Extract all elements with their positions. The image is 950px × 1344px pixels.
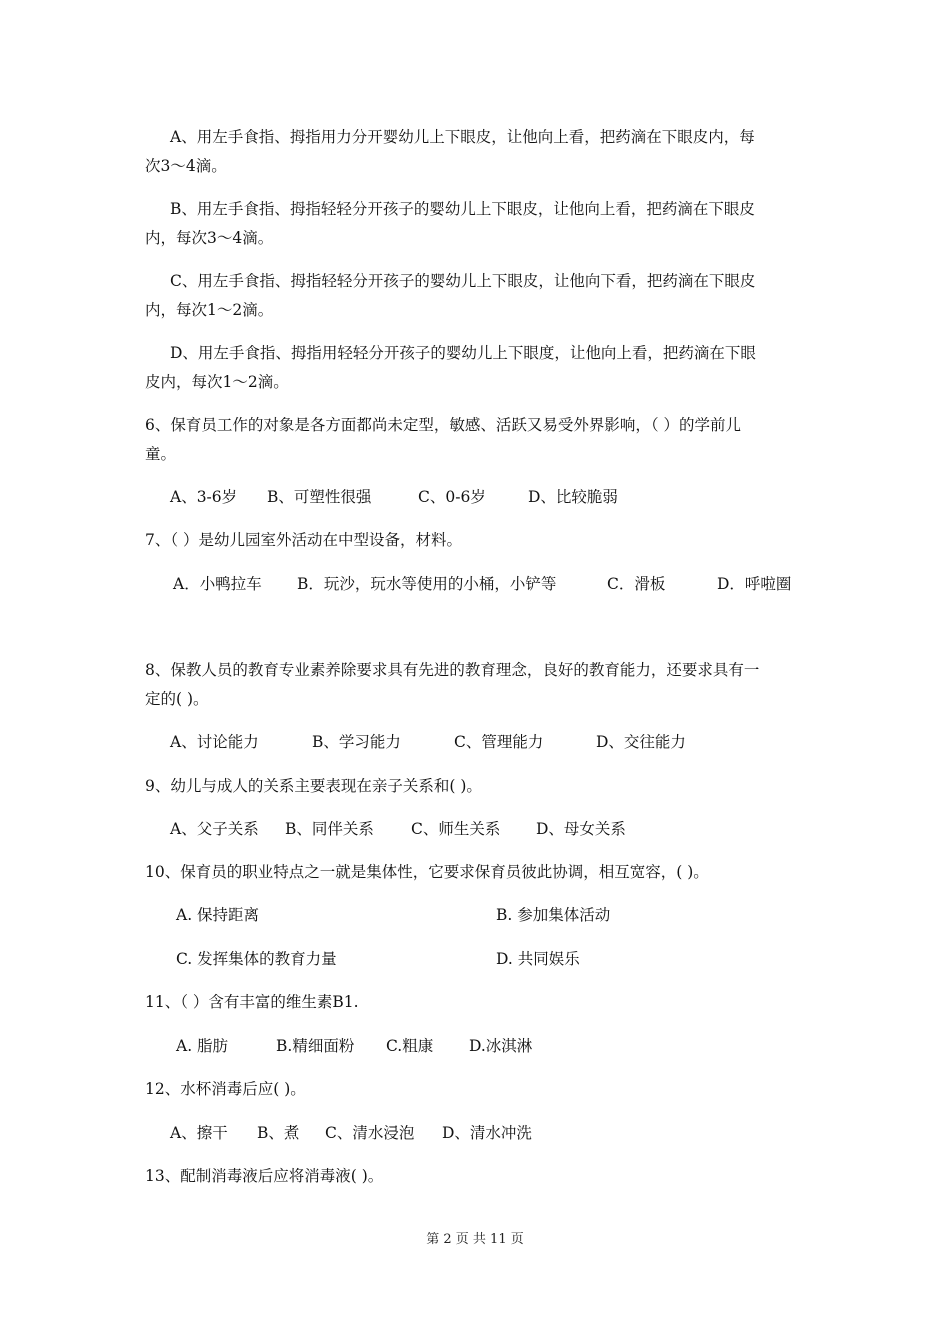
q12-option-a: A、擦干 xyxy=(170,1124,228,1142)
q7-option-b: B．玩沙，玩水等使用的小桶，小铲等 xyxy=(297,575,557,593)
q10-option-c: C. 发挥集体的教育力量 xyxy=(176,950,337,968)
q10-option-a: A. 保持距离 xyxy=(176,906,260,924)
q11-options xyxy=(176,1036,846,1056)
page-footer: 第 2 页 共 11 页 xyxy=(426,1232,524,1247)
q10-option-b: B. 参加集体活动 xyxy=(496,906,611,924)
q5-option-d-line1: D、用左手食指、拇指用轻轻分开孩子的婴幼儿上下眼度，让他向上看，把药滴在下眼 xyxy=(170,344,756,362)
q9-option-a: A、父子关系 xyxy=(170,820,259,838)
q8-options xyxy=(170,732,840,752)
q5-option-b-line1: B、用左手食指、拇指轻轻分开孩子的婴幼儿上下眼皮，让他向上看，把药滴在下眼皮 xyxy=(170,200,755,218)
q7-option-c: C．滑板 xyxy=(607,575,666,593)
q7-option-a: A．小鸭拉车 xyxy=(173,575,262,593)
q9-stem: 9、幼儿与成人的关系主要表现在亲子关系和( )。 xyxy=(145,777,482,795)
q8-stem-line1: 8、保教人员的教育专业素养除要求具有先进的教育理念，良好的教育能力，还要求具有一 xyxy=(145,661,760,679)
q6-option-c: C、0-6岁 xyxy=(418,488,486,506)
q7-option-d: D．呼啦圈 xyxy=(717,575,792,593)
q9-options xyxy=(170,819,840,839)
q9-option-d: D、母女关系 xyxy=(536,820,626,838)
q5-option-d-line2: 皮内，每次1～2滴。 xyxy=(145,373,289,391)
q6-stem-line2: 童。 xyxy=(145,445,177,463)
q12-option-c: C、清水浸泡 xyxy=(325,1124,415,1142)
q10-stem: 10、保育员的职业特点之一就是集体性，它要求保育员彼此协调，相互宽容，( )。 xyxy=(145,863,709,881)
q10-option-d: D. 共同娱乐 xyxy=(496,950,580,968)
q9-option-c: C、师生关系 xyxy=(411,820,501,838)
q8-option-d: D、交往能力 xyxy=(596,733,686,751)
q8-option-a: A、讨论能力 xyxy=(170,733,259,751)
q6-option-a: A、3-6岁 xyxy=(170,488,238,506)
q5-option-c-line2: 内，每次1～2滴。 xyxy=(145,301,274,319)
q5-option-a-line2: 次3～4滴。 xyxy=(145,157,227,175)
q6-option-d: D、比较脆弱 xyxy=(528,488,618,506)
q12-stem: 12、水杯消毒后应( )。 xyxy=(145,1080,306,1098)
q5-option-c-line1: C、用左手食指、拇指轻轻分开孩子的婴幼儿上下眼皮，让他向下看，把药滴在下眼皮 xyxy=(170,272,756,290)
q11-option-c: C.粗康 xyxy=(386,1037,434,1055)
q8-option-c: C、管理能力 xyxy=(454,733,544,751)
q5-option-a-line1: A、用左手食指、拇指用力分开婴幼儿上下眼皮，让他向上看，把药滴在下眼皮内，每 xyxy=(170,128,755,146)
q8-stem-line2: 定的( )。 xyxy=(145,690,209,708)
q7-stem: 7、（ ）是幼儿园室外活动在中型设备，材料。 xyxy=(145,531,463,549)
q7-options xyxy=(173,574,843,594)
q11-stem: 11、（ ）含有丰富的维生素B1. xyxy=(145,993,359,1011)
q5-option-b-line2: 内，每次3～4滴。 xyxy=(145,229,274,247)
q6-option-b: B、可塑性很强 xyxy=(267,488,372,506)
q6-stem-line1: 6、保育员工作的对象是各方面都尚未定型，敏感、活跃又易受外界影响，（ ）的学前儿 xyxy=(145,416,742,434)
q11-option-a: A. 脂肪 xyxy=(176,1037,229,1055)
q12-option-d: D、清水冲洗 xyxy=(442,1124,532,1142)
q12-options xyxy=(170,1123,840,1143)
q6-options xyxy=(170,487,840,507)
q11-option-b: B.精细面粉 xyxy=(276,1037,355,1055)
q9-option-b: B、同伴关系 xyxy=(285,820,374,838)
q8-option-b: B、学习能力 xyxy=(312,733,401,751)
q13-stem: 13、配制消毒液后应将消毒液( )。 xyxy=(145,1167,384,1185)
q12-option-b: B、煮 xyxy=(257,1124,300,1142)
q11-option-d: D.冰淇淋 xyxy=(469,1037,533,1055)
